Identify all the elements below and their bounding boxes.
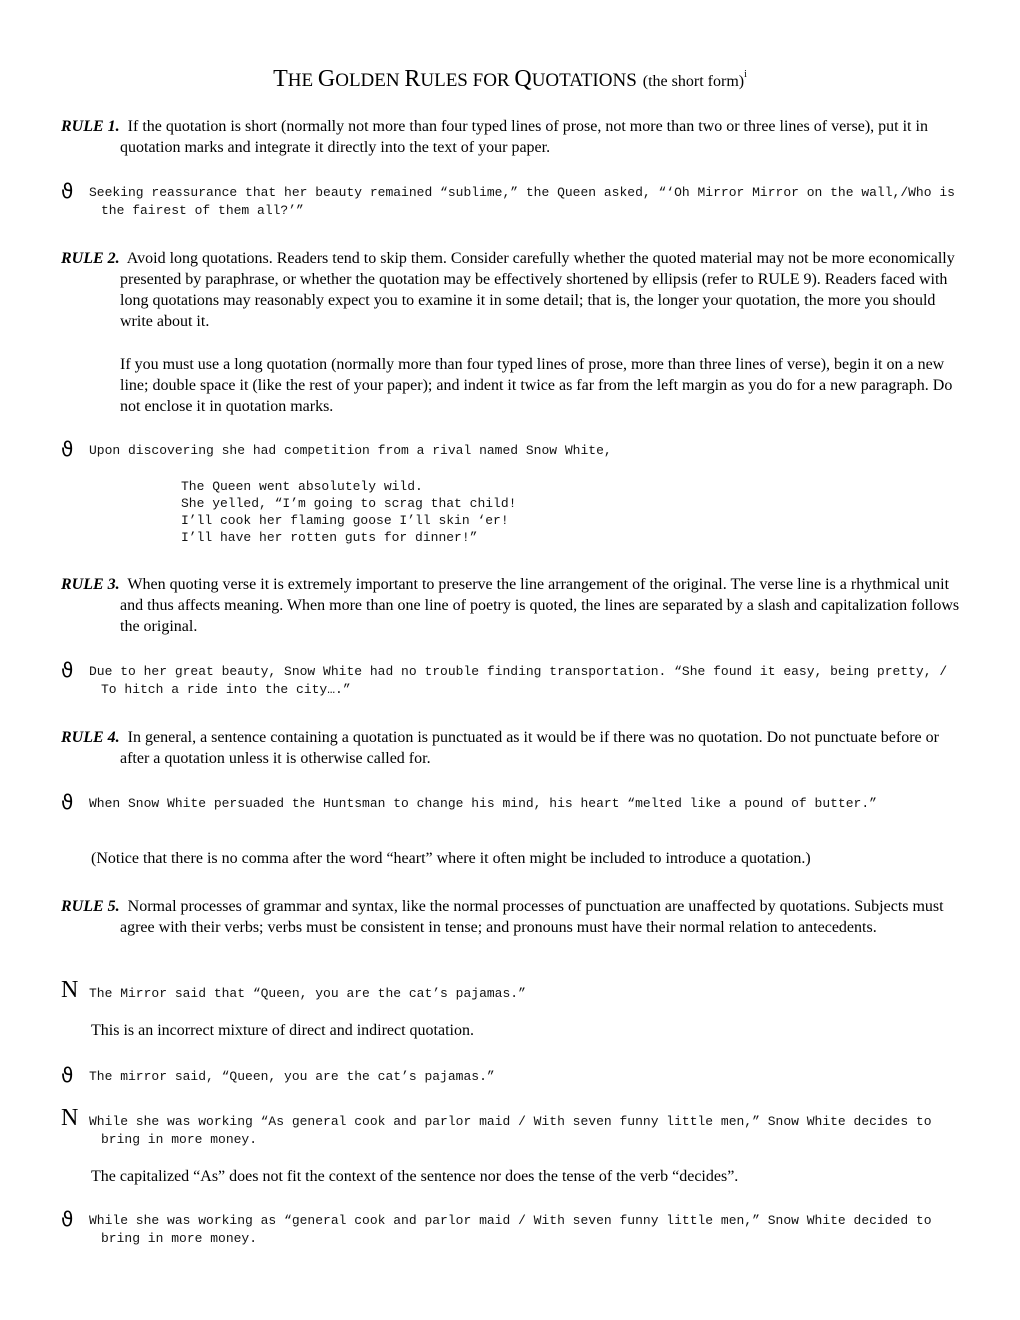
rule-4 [61,727,961,769]
verse-block [181,478,781,546]
rule-4-label: RULE 4. [61,729,120,746]
rule-5-incorrect-example-2 [61,1105,961,1149]
footnote-marker: i [744,69,747,80]
rule-5 [61,896,961,938]
rule-2-paragraph-2: If you must use a long quotation (normally more than four typed lines of prose, more than three lines of verse), begin it on a new line; double space it (like the rest of your paper); and indent it twice as far from the left margin as you do for a new paragraph. Do not enclose it in quotation marks. [120,356,953,415]
title-part-ules: ULES FOR [420,70,515,91]
verse-line: She yelled, “I’m going to scrag that child! [181,496,517,511]
rule-5-label: RULE 5. [61,898,120,915]
rule-1-example [61,179,961,220]
rule-5-note-2: The capitalized “As” does not fit the context of the sentence nor does the tense of the verb “decides”. [91,1168,739,1185]
check-mark-icon: ϑ [61,790,74,814]
rule-3-label: RULE 3. [61,576,120,593]
title-letter-q: Q [514,66,532,92]
check-mark-icon: ϑ [61,179,74,203]
check-mark-icon: ϑ [61,437,74,461]
rule-2-text: Avoid long quotations. Readers tend to skip them. Consider carefully whether the quoted material may not be more economically presented by paraphrase, or whether the quotation may be effectively shortened by ellipsis (refer to RULE 9). Readers faced with long quotations may reasonably expect you to examine it in some detail; that is, the longer your quotation, the more you should write about it. [120,250,955,330]
rule-5-incorrect-example-1 [61,977,961,1003]
rule-5-correct-example-1 [61,1063,961,1087]
rule-1-text: If the quotation is short (normally not more than four typed lines of prose, not more than two or three lines of verse), put it in quotation marks and integrate it directly into the text of your paper. [120,118,928,156]
example-text: The Mirror said that “Queen, you are the cat’s pajamas.” [89,986,526,1001]
rule-5-correct-example-2 [61,1207,961,1248]
rule-3 [61,574,961,637]
title-letter-t: T [273,66,288,92]
rule-1 [61,116,961,158]
rule-4-note: (Notice that there is no comma after the word “heart” where it often might be included to introduce a quotation.) [91,850,811,867]
rule-4-text: In general, a sentence containing a quotation is punctuated as it would be if there was no quotation. Do not punctuate before or after a quotation unless it is otherwise called for. [120,729,939,767]
check-mark-icon: ϑ [61,1063,74,1087]
page-title [0,60,1020,97]
example-text: While she was working as “general cook and parlor maid / With seven funny little men,” Snow White decided to bring in more money. [89,1213,932,1246]
rule-4-example [61,790,961,814]
verse-line: The Queen went absolutely wild. [181,479,423,494]
title-part-olden: OLDEN [335,70,405,91]
rule-5-note-1: This is an incorrect mixture of direct and indirect quotation. [91,1022,474,1039]
rule-3-example [61,658,961,699]
example-text: When Snow White persuaded the Huntsman to change his mind, his heart “melted like a pound of butter.” [89,796,877,811]
example-text: Seeking reassurance that her beauty remained “sublime,” the Queen asked, “‘Oh Mirror Mirror on the wall,/Who is the fairest of them all?’” [89,185,955,218]
example-text: Due to her great beauty, Snow White had no trouble finding transportation. “She found it easy, being pretty, / To hitch a ride into the city….” [89,664,948,697]
rule-2 [61,248,961,332]
rule-1-label: RULE 1. [61,118,120,135]
title-letter-r: R [404,66,421,92]
check-mark-icon: ϑ [61,658,74,682]
rule-2-label: RULE 2. [61,250,120,267]
check-mark-icon: ϑ [61,1207,74,1231]
example-text: Upon discovering she had competition from a rival named Snow White, [89,443,612,458]
example-text: While she was working “As general cook and parlor maid / With seven funny little men,” Snow White decides to bring in more money. [89,1114,932,1147]
rule-5-text: Normal processes of grammar and syntax, like the normal processes of punctuation are unaffected by quotations. Subjects must agree with their verbs; verbs must be consistent in tense; and pronouns must have their normal relation to antecedents. [120,898,944,936]
rule-3-text: When quoting verse it is extremely important to preserve the line arrangement of the original. The verse line is a rhythmical unit and thus affects meaning. When more than one line of poetry is quoted, the lines are separated by a slash and capitalization follows the original. [120,576,960,635]
title-letter-g: G [317,66,336,92]
title-part-he: HE [287,70,318,91]
rule-2-example [61,437,961,461]
incorrect-mark-icon: N [61,977,79,1003]
title-part-uotations: UOTATIONS [531,70,637,91]
incorrect-mark-icon: N [61,1105,79,1131]
title-subtitle: (the short form) [642,73,745,90]
verse-line: I’ll have her rotten guts for dinner!” [181,530,478,545]
verse-line: I’ll cook her flaming goose I’ll skin ‘er! [181,513,509,528]
example-text: The mirror said, “Queen, you are the cat’s pajamas.” [89,1069,495,1084]
